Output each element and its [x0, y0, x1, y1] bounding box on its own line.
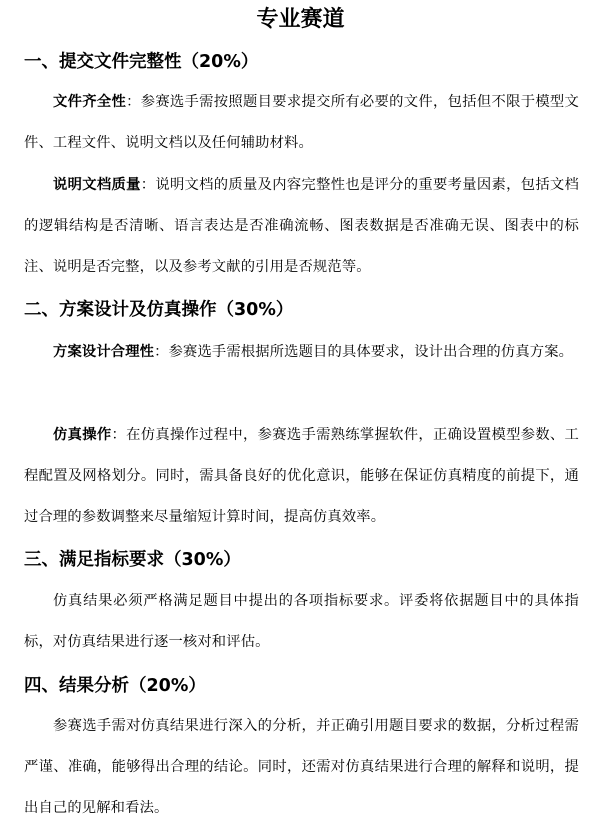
page-title: 专业赛道 [256, 7, 345, 32]
paragraph-text: 参赛选手需对仿真结果进行深入的分析，并正确引用题目要求的数据，分析过程需严谨、准确，能够得出合理的结论。同时，还需对仿真结果进行合理的解释和说明，提出自己的见解和看法。 [24, 718, 579, 816]
paragraph-file-completeness [24, 82, 579, 164]
term-label: 仿真操作 [53, 427, 112, 443]
term-separator: ： [111, 427, 127, 443]
paragraph-text: 说明文档的质量及内容完整性也是评分的重要考量因素，包括文档的逻辑结构是否清晰、语言表达是否准确流畅、图表数据是否准确无误、图表中的标注、说明是否完整，以及参考文献的引用是否规范等。 [24, 177, 579, 275]
section-heading-4: 四、结果分析（20%） [24, 676, 206, 696]
section-heading-3: 三、满足指标要求（30%） [24, 550, 241, 570]
term-label: 方案设计合理性 [53, 344, 155, 360]
paragraph-text: 参赛选手需按照题目要求提交所有必要的文件，包括但不限于模型文件、工程文件、说明文档以及任何辅助材料。 [24, 94, 579, 151]
paragraph-result-analysis [24, 706, 579, 829]
term-label: 文件齐全性 [53, 94, 127, 110]
paragraph-design-rationality [24, 332, 579, 373]
paragraph-text: 在仿真操作过程中，参赛选手需熟练掌握软件，正确设置模型参数、工程配置及网格划分。同时，需具备良好的优化意识，能够在保证仿真精度的前提下，通过合理的参数调整来尽量缩短计算时间，提高仿真效率。 [24, 427, 579, 525]
paragraph-doc-quality [24, 165, 579, 288]
term-separator: ： [126, 94, 141, 110]
section-heading-2: 二、方案设计及仿真操作（30%） [24, 300, 294, 320]
term-label: 说明文档质量 [53, 177, 141, 193]
section-heading-1: 一、提交文件完整性（20%） [24, 52, 259, 72]
paragraph-simulation-operation [24, 415, 579, 538]
paragraph-text: 仿真结果必须严格满足题目中提出的各项指标要求。评委将依据题目中的具体指标，对仿真结果进行逐一核对和评估。 [24, 593, 579, 650]
term-separator: ： [154, 344, 169, 360]
paragraph-text: 参赛选手需根据所选题目的具体要求，设计出合理的仿真方案。 [168, 344, 574, 360]
paragraph-indicator-requirements [24, 581, 579, 663]
term-separator: ： [140, 177, 156, 193]
